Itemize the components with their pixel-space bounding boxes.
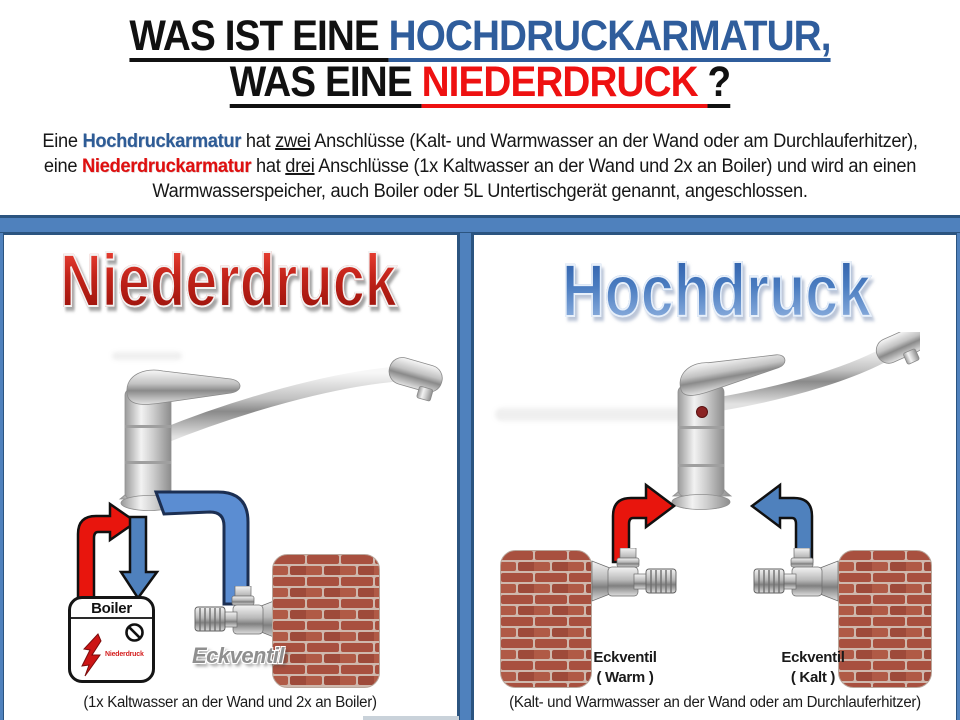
left-frame-edge — [0, 233, 4, 720]
horizontal-separator-bar — [0, 215, 960, 235]
title-line2-niederdruck: NIEDERDRUCK — [421, 58, 708, 106]
intro-text: hat — [241, 131, 276, 152]
eckventil-kalt-sub: ( Kalt ) — [790, 668, 836, 686]
eckventil-warm-label — [570, 648, 680, 687]
panel-divider-bar — [457, 233, 474, 720]
slide-title-line1 — [48, 12, 912, 61]
intro-line2 — [19, 156, 941, 178]
warm-water-arrow — [78, 504, 136, 602]
slide-title-line2 — [48, 58, 912, 107]
title-line1-black: WAS IST EINE — [129, 12, 389, 60]
title-line1-hochdruckarmatur: HOCHDRUCKARMATUR, — [388, 12, 831, 60]
hochdruck-heading: Hochdruck — [522, 248, 912, 333]
intro-drei-underlined: drei — [285, 156, 315, 177]
eckventil-kalt-title: Eckventil — [781, 649, 845, 666]
intro-line1 — [19, 131, 941, 153]
hochdruck-caption: (Kalt- und Warmwasser an der Wand oder am Durchlauferhitzer) — [509, 694, 921, 711]
eckventil-warm-title: Eckventil — [593, 649, 657, 666]
boiler-brand-text: Niederdruck — [105, 651, 144, 658]
intro-line3: Warmwasserspeicher, auch Boiler oder 5L Untertischgerät genannt, angeschlossen. — [152, 181, 808, 202]
eckventil-kalt-label — [758, 648, 868, 687]
angle-valve-warm-image — [588, 548, 678, 612]
intro-niederdruckarmatur: Niederdruckarmatur — [82, 156, 252, 177]
eckventil-3d-label: Eckventil — [191, 643, 285, 668]
niederdruck-caption: (1x Kaltwasser an der Wand und 2x an Boiler) — [83, 694, 377, 711]
eckventil-warm-sub: ( Warm ) — [596, 668, 654, 686]
intro-text: Anschlüsse (Kalt- und Warmwasser an der Wand oder am Durchlauferhitzer), — [310, 131, 918, 152]
title-line2-black: WAS EINE — [229, 58, 422, 106]
intro-hochdruckarmatur: Hochdruckarmatur — [82, 131, 242, 152]
title-line2-questionmark: ? — [707, 58, 731, 106]
intro-text: eine — [43, 156, 83, 177]
right-frame-edge — [956, 233, 960, 720]
intro-text: Anschlüsse (1x Kaltwasser an der Wand und 2x an Boiler) und wird an einen — [314, 156, 917, 177]
angle-valve-image — [193, 586, 283, 650]
intro-zwei-underlined: zwei — [275, 131, 311, 152]
angle-valve-cold-image — [752, 548, 842, 612]
boiler-box — [68, 596, 155, 683]
intro-text: hat — [251, 156, 286, 177]
no-symbol-icon — [124, 622, 145, 643]
lightning-icon — [80, 633, 102, 677]
niederdruck-heading: Niederdruck — [50, 238, 406, 323]
bottom-edge-artifact — [363, 716, 459, 720]
boiler-label: Boiler — [71, 599, 152, 619]
intro-text: Eine — [42, 131, 83, 152]
